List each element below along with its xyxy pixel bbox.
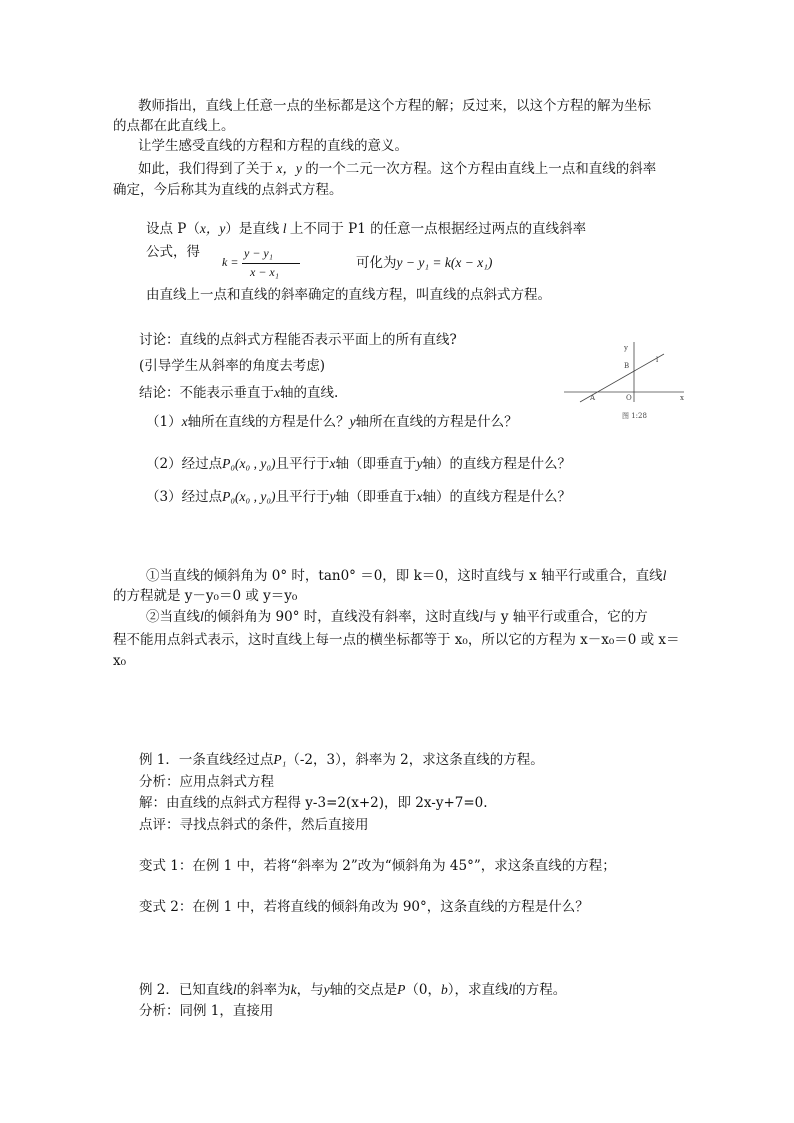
text-fragment: 轴（即垂直于 [335,489,417,505]
var-xy: x，y [273,161,306,176]
text-fragment: 轴所在直线的方程是什么？ [355,414,518,430]
text-fragment: 结论：不能表示垂直于 [139,385,274,401]
var-l: l [479,609,484,624]
var-xy: x，y [199,221,226,236]
line-figure [562,340,692,426]
discussion-question: 讨论：直线的点斜式方程能否表示平面上的所有直线? [139,332,457,348]
text-fragment: 轴）的直线方程是什么？ [422,489,572,505]
example-1-comment: 点评：寻找点斜式的条件，然后直接用 [139,817,369,833]
intro-paragraph-1-line-1: 教师指出，直线上任意一点的坐标都是这个方程的解；反过来，以这个方程的解为坐标 [138,98,651,114]
question-3 [146,488,571,506]
label-l: l [656,356,659,364]
example-1-variant-1: 变式 1：在例 1 中，若将“斜率为 2”改为“倾斜角为 45°”，求这条直线的方程； [139,858,616,874]
text-fragment: 设点 P（ [146,221,200,237]
text-fragment: 轴（即垂直于 [335,456,417,472]
formula: y − y₁ = k(x − x₁) [396,255,493,270]
var-l: l [662,568,667,583]
intro-paragraph-3-line-1 [138,160,656,178]
slope-fraction [222,246,312,284]
text-fragment: ）是直线 [225,221,280,237]
label-B: B [624,362,630,370]
var-l: l [279,221,290,236]
fraction-denominator: x − x₁ [250,265,279,279]
text-fragment: 轴）的直线方程是什么？ [422,456,572,472]
label-x: x [680,394,684,402]
example-2-analysis: 分析：同例 1，直接用 [139,1003,274,1019]
var-y: y [349,414,356,429]
intro-paragraph-3-line-2: 确定，今后称其为直线的点斜式方程。 [113,182,343,198]
point-p1: P₁ [273,752,287,767]
text-fragment: 例 2．已知直线 [139,982,233,998]
discussion-hint: (引导学生从斜率的角度去考虑) [139,358,326,374]
var-l: l [232,982,237,997]
var-x: x [274,385,280,400]
discussion-conclusion [139,384,338,402]
label-O: O [626,394,632,402]
text-fragment: ②当直线 [146,609,200,625]
text-fragment: 可化为 [356,255,397,271]
text-fragment: 的一个二元一次方程。这个方程由直线上一点和直线的斜率 [305,161,657,177]
var-l: l [508,982,513,997]
question-2 [146,455,571,473]
case-2-line-2: 程不能用点斜式表示，这时直线上每一点的横坐标都等于 x₀，所以它的方程为 x－x₀＝0 或 x＝ [113,632,680,648]
text-fragment: 的方程。 [512,982,567,998]
fraction-bar [242,263,300,264]
example-1-analysis: 分析：应用点斜式方程 [139,774,274,790]
text-fragment: 的倾斜角为 90° 时，直线没有斜率，这时直线 [203,609,480,625]
text-fragment: （2）经过点 [146,456,223,472]
var-x: x [416,489,423,504]
derivation-line-1 [146,220,586,238]
var-l: l [200,609,204,624]
case-1-line-1 [146,567,666,585]
point-slope-formula [356,254,492,272]
text-fragment: （-2，3），斜率为 2，求这条直线的方程。 [286,752,544,768]
text-fragment: 轴的交点是 [329,982,398,998]
var-x: x [181,414,188,429]
derivation-line-2: 公式，得 [146,244,200,260]
intro-paragraph-1-line-2: 的点都在此直线上。 [113,118,235,134]
var-y: y [323,982,330,997]
text-fragment: ①当直线的倾斜角为 0° 时，tan0° ＝0，即 k＝0，这时直线与 x 轴平行或重合，直线 [146,568,663,584]
var-y: y [416,456,423,471]
fraction-lhs: k = [222,255,239,269]
label-A: A [590,394,596,402]
case-2-line-1 [146,608,648,626]
text-fragment: 例 1．一条直线经过点 [139,752,274,768]
text-fragment: 且平行于 [275,489,330,505]
point-p0: P₀(x₀ , y₀) [222,489,276,504]
text-fragment: （1） [146,414,182,430]
var-k: k [290,982,297,997]
figure-caption: 图 1:28 [622,412,647,420]
text-fragment: ，与 [296,982,324,998]
example-1-variant-2: 变式 2：在例 1 中，若将直线的倾斜角改为 90°，这条直线的方程是什么？ [139,899,589,915]
text-fragment: 轴所在直线的方程是什么？ [187,414,350,430]
case-2-line-3: x₀ [113,653,127,669]
text-fragment: 上不同于 P1 的任意一点根据经过两点的直线斜率 [289,221,587,237]
label-y: y [624,344,628,352]
text-fragment: 的斜率为 [236,982,291,998]
text-fragment: 轴的直线. [280,385,339,401]
text-fragment: （3）经过点 [146,489,223,505]
text-fragment: ），求直线 [447,982,509,998]
intro-paragraph-2: 让学生感受直线的方程和方程的直线的意义。 [138,138,408,154]
var-b: b [441,982,448,997]
text-fragment: （0， [405,982,441,998]
case-1-line-2: 的方程就是 y－y₀＝0 或 y＝y₀ [113,588,298,604]
fraction-numerator: y − y₁ [244,246,273,260]
example-1-solution: 解：由直线的点斜式方程得 y-3=2(x+2)，即 2x-y+7=0. [139,795,488,811]
derivation-line-3: 由直线上一点和直线的斜率确定的直线方程，叫直线的点斜式方程。 [146,287,551,303]
text-fragment: 且平行于 [275,456,330,472]
point-P: P [397,982,406,997]
text-fragment: 如此，我们得到了关于 [138,161,273,177]
var-y: y [329,489,336,504]
example-2-title [139,981,566,999]
var-x: x [329,456,336,471]
point-p0: P₀(x₀ , y₀) [222,456,276,471]
question-1 [146,413,518,431]
example-1-title [139,751,544,769]
text-fragment: 与 y 轴平行或重合，它的方 [483,609,648,625]
